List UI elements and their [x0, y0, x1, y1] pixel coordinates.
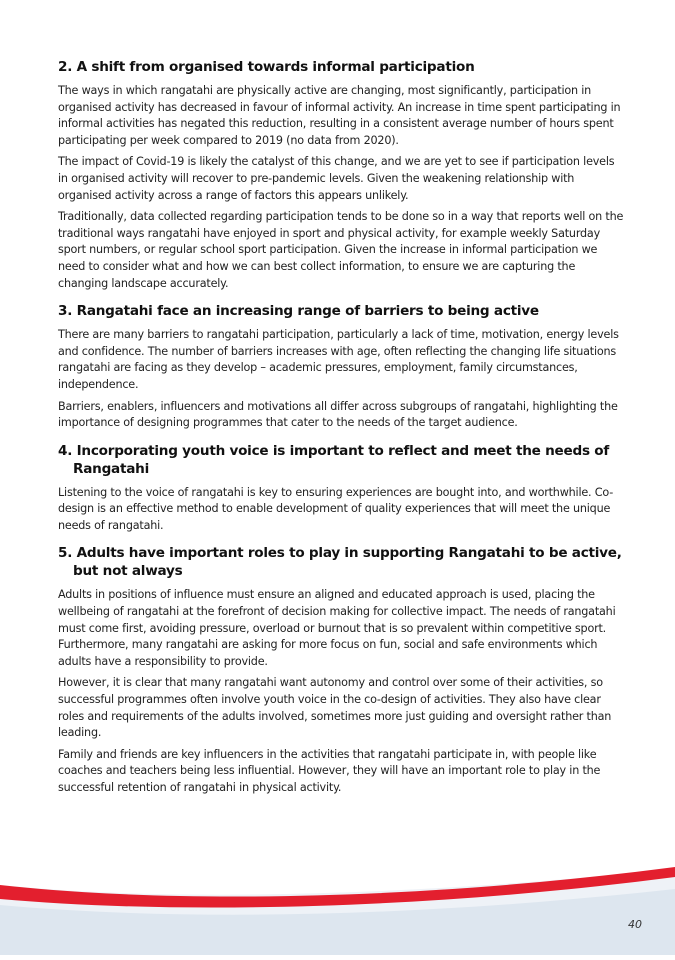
page-number: 40 — [628, 918, 642, 931]
paragraph: Listening to the voice of rangatahi is key to ensuring experiences are bought into, and worthwhile. Co-design is an effective method to enable development of quality experiences that will meet the unique needs of rangatahi. — [58, 485, 614, 532]
section-organised-to-informal — [58, 58, 624, 292]
paragraph: Barriers, enablers, influencers and motivations all differ across subgroups of rangatahi, highlighting the importance of designing programmes that cater to the needs of the target audience. — [58, 399, 618, 430]
section-heading: 3. Rangatahi face an increasing range of barriers to being active — [58, 303, 539, 320]
section-heading: 2. A shift from organised towards informal participation — [58, 59, 475, 75]
footer-wave-graphic — [0, 865, 675, 955]
section-adult-roles — [58, 544, 624, 796]
paragraph: Family and friends are key influencers in the activities that rangatahi participate in, with people like coaches and teachers being less influential. However, they will have an important role to play in the successful retention of rangatahi in physical activity. — [58, 747, 601, 794]
paragraph: The impact of Covid-19 is likely the catalyst of this change, and we are yet to see if participation levels in organised activity will recover to pre-pandemic levels. Given the weakening relationship with organised activity across a range of factors this appears unlikely. — [58, 155, 615, 202]
document-body — [58, 58, 624, 807]
paragraph: The ways in which rangatahi are physically active are changing, most significantly, participation in organised activity has decreased in favour of informal activity. An increase in time spent participating in informal activities has negated this reduction, resulting in a consistent average number of hours spent participating per week compared to 2019 (no data from 2020). — [58, 84, 621, 147]
paragraph: However, it is clear that many rangatahi want autonomy and control over some of their activities, so successful programmes often involve youth voice in the co-design of activities. They also have clear roles and requirements of the adults involved, sometimes more just guiding and oversight rather than leading. — [58, 676, 612, 740]
paragraph: Traditionally, data collected regarding participation tends to be done so in a way that reports well on the traditional ways rangatahi have enjoyed in sport and physical activity, for example weekly Saturday sport numbers, or regular school sport participation. Given the increase in informal participation we need to consider what and how we can best collect information, to ensure we are capturing the changing landscape accurately. — [58, 210, 624, 290]
section-barriers — [58, 302, 624, 432]
paragraph: Adults in positions of influence must ensure an aligned and educated approach is used, placing the wellbeing of rangatahi at the forefront of decision making for collective impact. The needs of rangatahi must come first, avoiding pressure, overload or burnout that is so prevalent within competitive sport. Furthermore, many rangatahi are asking for more focus on fun, social and safe environments which adults have a responsibility to provide. — [58, 588, 616, 668]
paragraph: There are many barriers to rangatahi participation, particularly a lack of time, motivation, energy levels and confidence. The number of barriers increases with age, often reflecting the changing life situations rangatahi are facing as they develop – academic pressures, employment, family circumstances, independence. — [58, 328, 619, 391]
section-heading: 5. Adults have important roles to play in supporting Rangatahi to be active, but not always — [58, 545, 622, 580]
footer-wave-svg — [0, 865, 675, 955]
section-heading: 4. Incorporating youth voice is important to reflect and meet the needs of Rangatahi — [58, 442, 610, 477]
section-youth-voice — [58, 442, 624, 535]
